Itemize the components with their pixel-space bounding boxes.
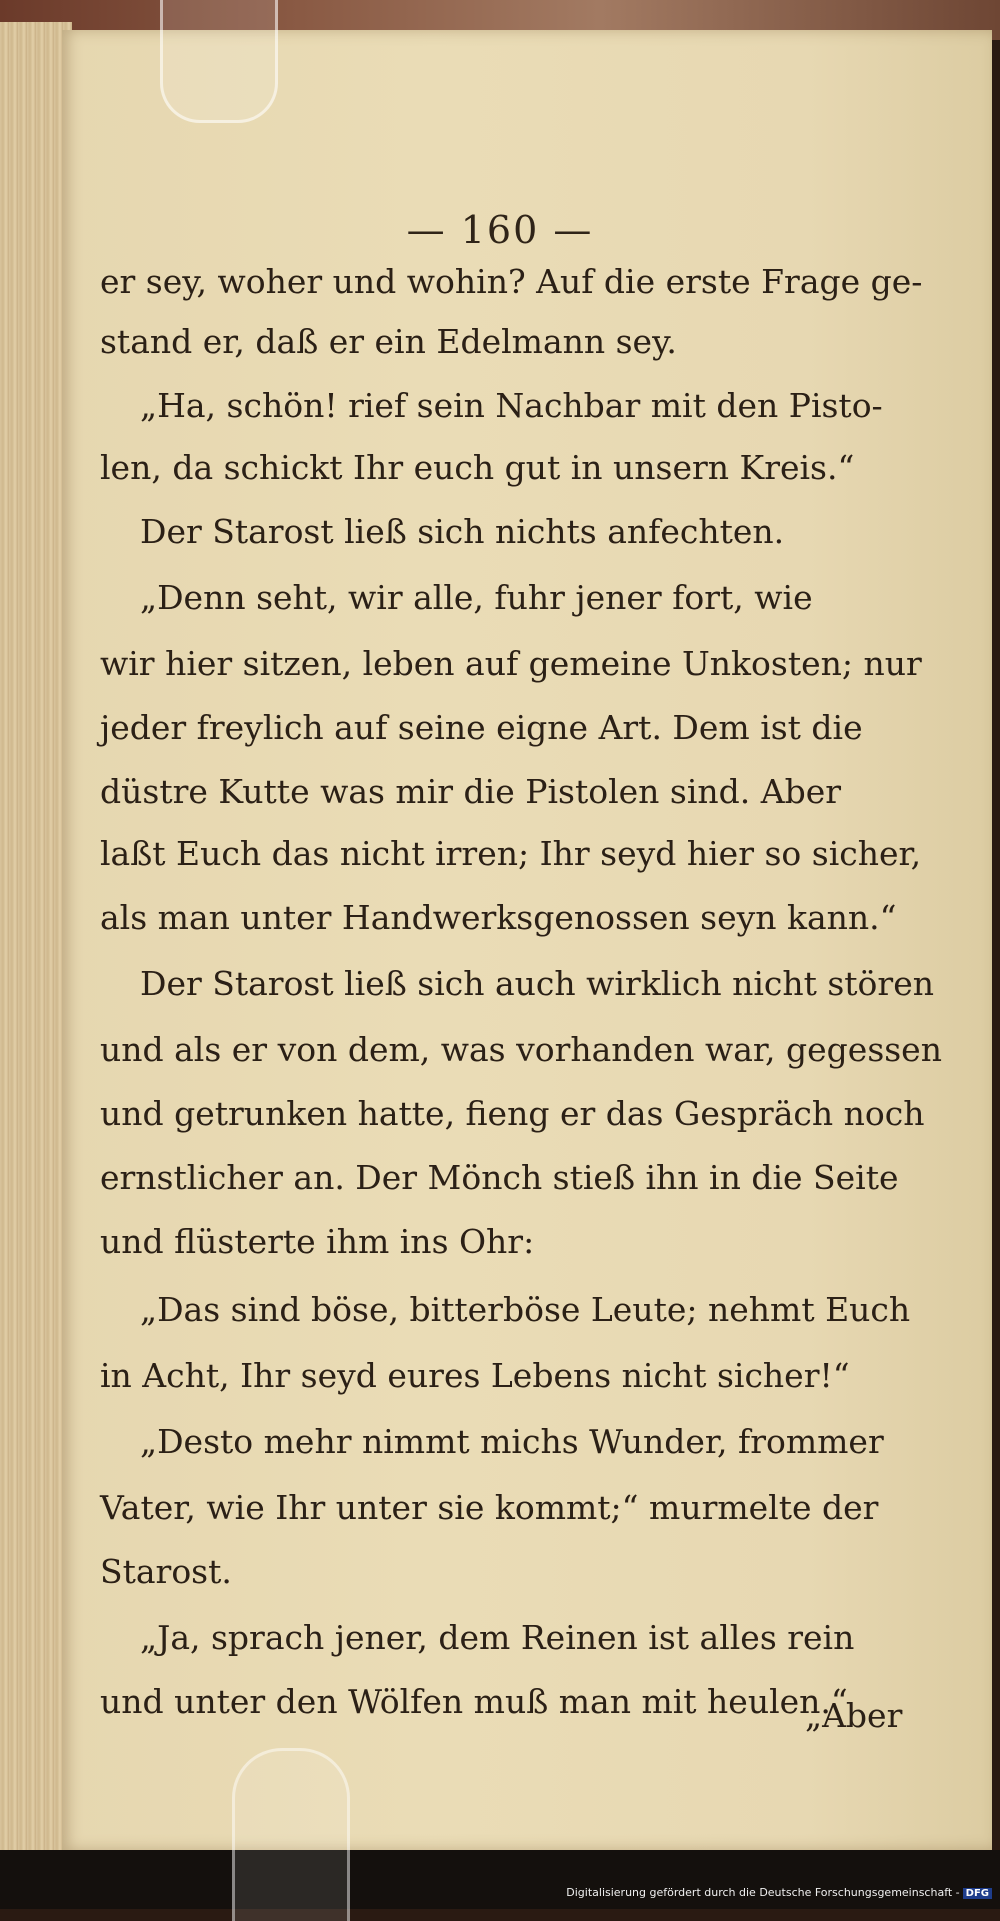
page-number: — 160 — [406, 208, 594, 252]
text-line: Der Starost ließ sich nichts anfechten. [140, 512, 785, 551]
text-line: „Desto mehr nimmt michs Wunder, frommer [140, 1422, 884, 1461]
text-line: und als er von dem, was vorhanden war, gegessen [100, 1030, 942, 1069]
text-line: Vater, wie Ihr unter sie kommt;“ murmelte der [100, 1488, 879, 1527]
page-clip-top [160, 0, 278, 123]
text-line: „Das sind böse, bitterböse Leute; nehmt Euch [140, 1290, 911, 1329]
text-line: Starost. [100, 1552, 232, 1591]
text-line: und flüsterte ihm ins Ohr: [100, 1222, 535, 1261]
text-line: laßt Euch das nicht irren; Ihr seyd hier so sicher, [100, 834, 922, 873]
text-line: Der Starost ließ sich auch wirklich nicht stören [140, 964, 934, 1003]
scan-bottom-border [0, 1850, 1000, 1909]
text-line: er sey, woher und wohin? Auf die erste Frage ge- [100, 262, 923, 301]
text-line: ernstlicher an. Der Mönch stieß ihn in die Seite [100, 1158, 899, 1197]
catchword: „Aber [805, 1696, 903, 1735]
page-clip-bottom [232, 1748, 350, 1921]
text-line: len, da schickt Ihr euch gut in unsern Kreis.“ [100, 448, 855, 487]
text-line: und unter den Wölfen muß man mit heulen.“ [100, 1682, 848, 1721]
text-line: „Denn seht, wir alle, fuhr jener fort, wie [140, 578, 813, 617]
text-line: jeder freylich auf seine eigne Art. Dem ist die [100, 708, 863, 747]
text-line: „Ja, sprach jener, dem Reinen ist alles rein [140, 1618, 855, 1657]
text-line: „Ha, schön! rief sein Nachbar mit den Pisto- [140, 386, 883, 425]
footer-text: Digitalisierung gefördert durch die Deutsche Forschungsgemeinschaft - [566, 1886, 960, 1899]
text-line: wir hier sitzen, leben auf gemeine Unkosten; nur [100, 644, 922, 683]
digitization-footer [566, 1886, 992, 1899]
text-line: und getrunken hatte, fieng er das Gespräch noch [100, 1094, 925, 1133]
text-line: als man unter Handwerksgenossen seyn kann.“ [100, 898, 897, 937]
text-line: stand er, daß er ein Edelmann sey. [100, 322, 677, 361]
dfg-logo: DFG [963, 1888, 992, 1899]
text-line: in Acht, Ihr seyd eures Lebens nicht sicher!“ [100, 1356, 850, 1395]
text-line: düstre Kutte was mir die Pistolen sind. Aber [100, 772, 842, 811]
